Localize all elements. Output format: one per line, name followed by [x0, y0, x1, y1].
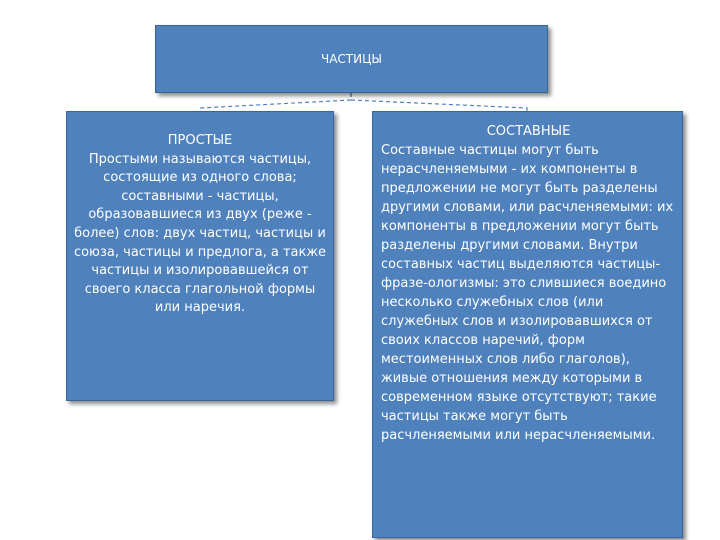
- compound-particles-heading: СОСТАВНЫЕ: [486, 124, 571, 139]
- simple-particles-heading: ПРОСТЫЕ: [167, 133, 233, 148]
- compound-particles-node: [372, 111, 683, 538]
- connector-to-left: [200, 93, 351, 111]
- connector-to-right: [351, 93, 527, 111]
- simple-particles-text: Простыми называются частицы, состоящие из одного слова; составными - частицы, образовавшиеся из двух (реже - более) слов: двух частиц, частицы и союза, частицы и предлога, а также частицы и изолировавшейся от своего класса глагольной формы или наречия.: [73, 151, 327, 316]
- root-node-label: ЧАСТИЦЫ: [320, 52, 383, 66]
- simple-particles-node: [66, 111, 334, 401]
- compound-particles-text: Составные частицы могут быть нерасчленяемыми - их компоненты в предложении не могут быть разделены другими словами, или расчленяемыми: их компоненты в предложении могут быть разделены другими словами. Внутри составных частиц выделяются частицы- фразе-ологизмы: это слившиеся воедино несколько служебных слов (или служебных слов и изолировавшихся от своих классов наречий, форм местоименных слов либо глаголов), живые отношения между которыми в современном языке отсутствуют; такие частицы также могут быть расчленяемыми или нерасчленяемыми.: [381, 143, 674, 443]
- root-node-particles: [155, 25, 548, 93]
